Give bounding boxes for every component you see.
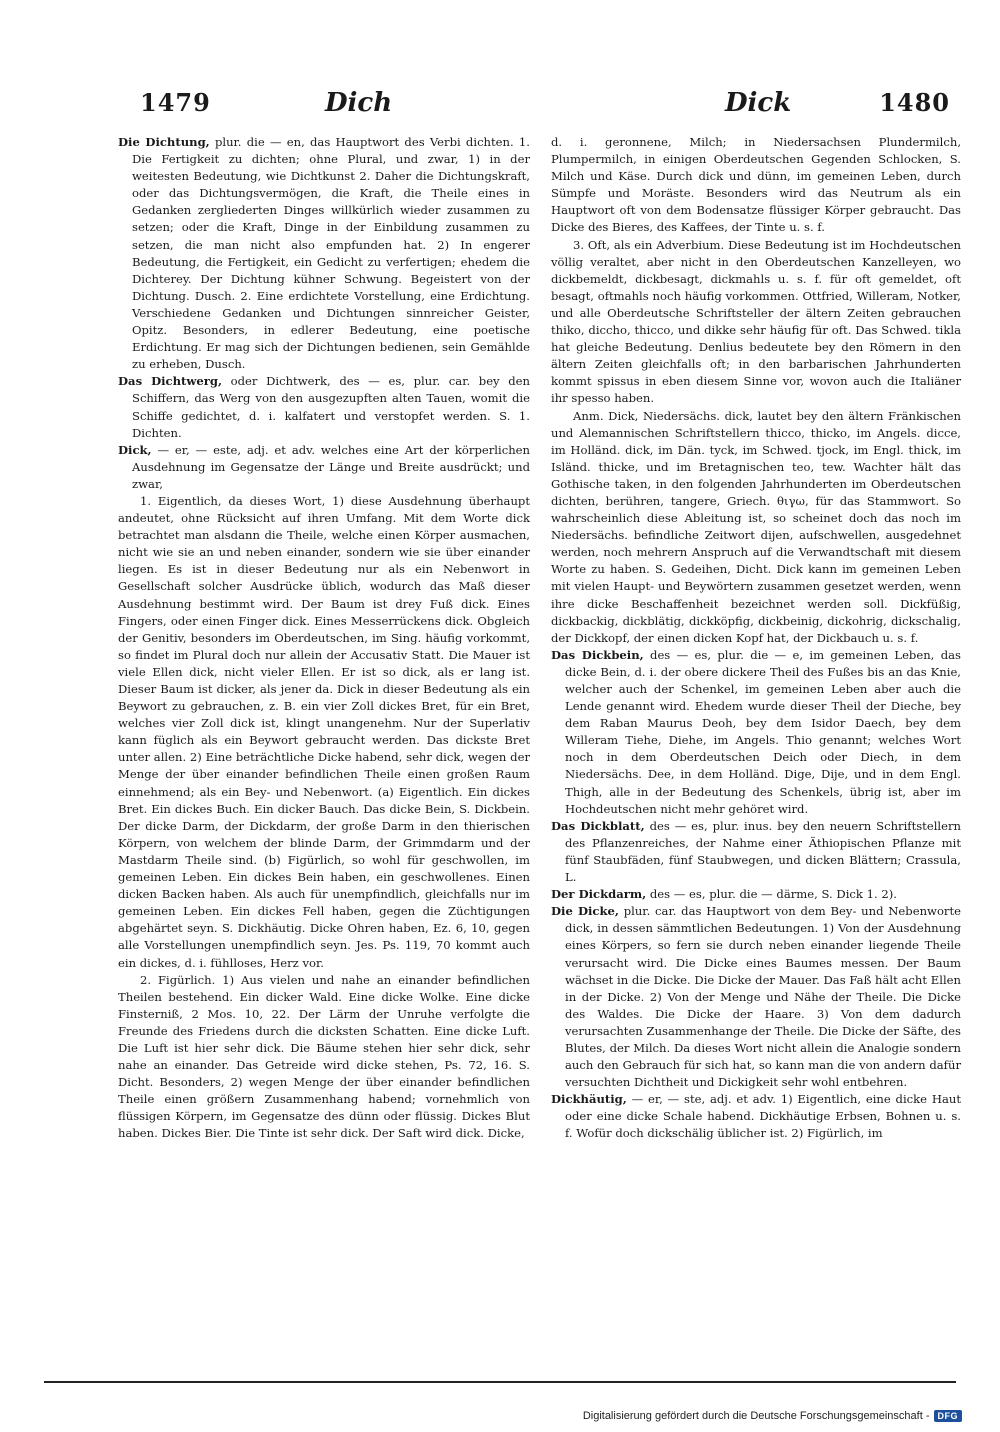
entry-text: — er, — este, adj. et adv. welches eine Art der körperlichen Ausdehnung im Gegensatze der Länge und Breite ausdrückt; und zwar, [132,442,530,491]
entry-lemma: Das Dickblatt, [551,818,645,833]
right-column [551,134,961,1143]
dictionary-entry [551,1091,961,1142]
dictionary-entry [118,134,530,373]
entry-lemma: Die Dichtung, [118,135,210,149]
entry-text: plur. car. das Hauptwort von dem Bey- und Nebenworte dick, in dessen sämmtlichen Bedeutungen. 1) Von der Ausdehnung eines Körpers, so fern sie durch neben einander liegende Theile verursacht wird. Die Dicke eines Baumes messen. Der Baum wächset in die Dicke. Die Dicke der Mauer. Das Faß hält acht Ellen in der Dicke. 2) Von der Menge und Nähe der Theile. Die Dicke des Waldes. Die Dicke der Haare. 3) Von dem dadurch verursachten Zusammenhange der Theile. Die Dicke der Säfte, des Blutes, der Milch. Da dieses Wort nicht allein die Analogie sondern auch den Gebrauch für sich hat, so kann man die von andern dafür versuchten Dichtheit und Dickigkeit sehr wohl entbehren. [565,904,961,1090]
entry-text: plur. die — en, das Hauptwort des Verbi dichten. 1. Die Fertigkeit zu dichten; ohne Plural, und zwar, 1) in der weitesten Bedeutung, wie Dichtkunst 2. Daher die Dichtungskraft, oder das Dichtungsvermögen, die Kraft, die Theile eines in Gedanken zergliederten Dinges willkürlich wieder zusammen zu setzen; oder die Kraft, Dinge in der Einbildung zusammen zu setzen, die man nicht also empfunden hat. 2) In engerer Bedeutung, die Fertigkeit, ein Gedicht zu verfertigen; ehedem die Dichterey. Der Dichtung kühner Schwung. Begeistert von der Dichtung. Dusch. 2. Eine erdichtete Vorstellung, eine Erdichtung. Verschiedene Gedanken und Dichtungen sinnreicher Geister, Opitz. Besonders, in edlerer Bedeutung, eine poetische Erdichtung. Er mag sich der Dichtungen bedienen, sein Gemählde zu erheben, Dusch. [132,135,530,372]
left-page-number: 1479 [140,88,211,117]
left-running-headword: Dich [325,88,393,118]
entry-continuation: d. i. geronnene, Milch; in Niedersachsen Plundermilch, Plumpermilch, in einigen Oberdeutschen Gegenden Schlocken, S. Milch und Käse. Durch dick und dünn, im gemeinen Leben, durch Sümpfe und Moräste. Besonders wird das Neutrum als ein Hauptwort oft von dem Bodensatze flüssiger Körper gebraucht. Das Dicke des Bieres, des Kaffees, der Tinte u. s. f. [551,135,961,235]
entry-annotation: Anm. Dick, Niedersächs. dick, lautet bey den ältern Fränkischen und Alemannischen Schriftstellern thicco, thicko, im Angels. dicce, im Holländ. dick, im Dän. tyck, im Schwed. tjock, im Engl. thick, im Isländ. thicke, und im Bretagnischen teo, tew. Wachter hält das Gothische taken, in den folgenden Jahrhunderten im Oberdeutschen dichten, berühren, tangere, Griech. θιγω, für das Stammwort. So wahrscheinlich diese Ableitung ist, so scheinet doch das noch im Niedersächs. befindliche Zeitwort dijen, aufschwellen, ausgedehnet werden, noch mehrern Anspruch auf die Verwandtschaft mit diesem Worte zu haben. S. Gedeihen, Dicht. Dick kann im gemeinen Leben mit vielen Haupt- und Beywörtern zusammen gesetzet werden, wenn ihre dicke Beschaffenheit bezeichnet werden soll. Dickfüßig, dickbackig, dickblätig, dickköpfig, dickbeinig, dickohrig, dickschalig, der Dickkopf, der einen dicken Kopf hat, der Dickbauch u. s. f. [551,408,961,645]
entry-lemma: Das Dichtwerg, [118,374,222,389]
right-running-headword: Dick [725,88,792,118]
entry-lemma: Dick, [118,442,152,457]
entry-subsection: 3. Oft, als ein Adverbium. Diese Bedeutung ist im Hochdeutschen völlig veraltet, aber nicht in den Oberdeutschen Kanzelleyen, wo dickbemeldt, dickbesagt, dickmahls u. s. f. für oft gemeldet, oft besagt, oftmahls noch häufig vorkommen. Ottfried, Willeram, Notker, und alle Oberdeutsche Schriftsteller der ältern Zeiten gebrauchen thiko, diccho, thicco, und dikke sehr häufig für oft. Das Schwed. tikla hat gleiche Bedeutung. Denlius bedeutete bey den Römern in den ältern Zeiten gleichfalls oft; in den barbarischen Jahrhunderten kommt spissus in eben diesem Sinne vor, wovon auch die Italiäner ihr spesso haben. [551,237,961,406]
entry-text: oder Dichtwerk, des — es, plur. car. bey den Schiffern, das Werg von den ausgezupften alten Tauen, womit die Schiffe gedichtet, d. i. kalfatert und verstopfet werden. S. 1. Dichten. [132,374,530,440]
footer-rule [44,1381,956,1383]
right-page-number: 1480 [879,88,950,117]
entry-lemma: Dickhäutig, [551,1092,627,1107]
dictionary-entry [551,886,961,903]
footer [583,1410,962,1422]
entry-lemma: Der Dickdarm, [551,887,647,902]
dictionary-entry [118,373,530,441]
entry-lemma: Das Dickbein, [551,647,644,662]
dictionary-entry [551,647,961,818]
entry-subsection: 1. Eigentlich, da dieses Wort, 1) diese Ausdehnung überhaupt andeutet, ohne Rücksicht auf ihren Umfang. Mit dem Worte dick betrachtet man alsdann die Theile, welche einen Körper ausmachen, nicht wie sie an und neben einander, sondern wie sie über einander liegen. Es ist in dieser Bedeutung nur als ein Nebenwort in Gesellschaft solcher Ausdrücke üblich, wodurch das Maß dieser Ausdehnung bestimmt wird. Der Baum ist drey Fuß dick. Eines Fingers, oder einen Finger dick. Eines Messerrückens dick. Obgleich der Genitiv, besonders im Oberdeutschen, im Sing. häufig vorkommt, so findet im Plural doch nur allein der Accusativ Statt. Die Mauer ist viele Ellen dick, nicht vieler Ellen. Er ist so dick, als er lang ist. Dieser Baum ist dicker, als jener da. Dick in dieser Bedeutung als ein Beywort zu gebrauchen, z. B. ein vier Zoll dickes Bret, für ein Bret, welches vier Zoll dick ist, klingt unangenehm. Nur der Superlativ kann füglich als ein Beywort gebraucht werden. Das dickste Bret unter allen. 2) Eine beträchtliche Dicke habend, sehr dick, wegen der Menge der über einander befindlichen Theile einen großen Raum einnehmend; als ein Bey- und Nebenwort. (a) Eigentlich. Ein dickes Bret. Ein dickes Buch. Ein dicker Bauch. Das dicke Bein, S. Dickbein. Der dicke Darm, der Dickdarm, der große Darm in den thierischen Körpern, von welchem der blinde Darm, der Grimmdarm und der Mastdarm Theile sind. (b) Figürlich, so wohl für geschwollen, im gemeinen Leben. Ein dickes Bein haben, ein geschwollenes. Einen dicken Backen haben. Als auch für unempfindlich, gleichfalls nur im gemeinen Leben. Ein dickes Fell haben, gegen die Züchtigungen abgehärtet seyn. S. Dickhäutig. Dicke Ohren haben, Ez. 6, 10, gegen alle Vorstellungen unempfindlich seyn. Jes. Ps. 119, 70 kommt auch ein dickes, d. i. fühlloses, Herz vor. [118,493,530,970]
dfg-logo: DFG [934,1410,963,1422]
left-column [118,134,530,1143]
dictionary-entry [551,903,961,1091]
dictionary-entry [118,442,530,493]
entry-text: des — es, plur. die — därme, S. Dick 1. 2). [646,887,897,902]
entry-text: des — es, plur. inus. bey den neuern Schriftstellern des Pflanzenreiches, der Nahme einer Äthiopischen Pflanze mit fünf Staubfäden, fünf Staubwegen, und dicken Blättern; Crassula, L. [565,818,961,885]
entry-text: des — es, plur. die — e, im gemeinen Leben, das dicke Bein, d. i. der obere dickere Theil des Fußes bis an das Knie, welcher auch der Schenkel, im gemeinen Leben aber auch die Lende genannt wird. Ehedem wurde dieser Theil der Dieche, bey dem Raban Maurus Deoh, bey dem Isidor Daech, bey dem Willeram Tiehe, Diehe, im Angels. Thio genannt; welches Wort noch in dem Oberdeutschen Deich oder Diech, in dem Niedersächs. Dee, in dem Holländ. Dige, Dije, und in dem Engl. Thigh, alle in der Bedeutung des Schenkels, übrig ist, aber im Hochdeutschen nicht mehr gehöret wird. [565,647,961,816]
dictionary-entry [551,818,961,886]
entry-lemma: Die Dicke, [551,904,619,919]
entry-subsection: 2. Figürlich. 1) Aus vielen und nahe an einander befindlichen Theilen bestehend. Ein dicker Wald. Eine dicke Wolke. Eine dicke Finsterniß, 2 Mos. 10, 22. Der Lärm der Unruhe verfolgte die Freunde des Friedens durch die dicksten Schatten. Eine dicke Luft. Die Luft ist hier sehr dick. Die Bäume stehen hier sehr dick, sehr nahe an einander. Das Getreide wird dicke stehen, Ps. 72, 16. S. Dicht. Besonders, 2) wegen Menge der über einander befindlichen Theile einen größern Zusammenhang habend; vornehmlich von flüssigen Körpern, im Gegensatze des dünn oder flüssig. Dickes Blut haben. Dickes Bier. Die Tinte ist sehr dick. Der Saft wird dick. Dicke, [118,972,530,1141]
funding-note: Digitalisierung gefördert durch die Deutsche Forschungsgemeinschaft - [582,1410,930,1422]
page-header [140,88,950,128]
entry-text: — er, — ste, adj. et adv. 1) Eigentlich, eine dicke Haut oder eine dicke Schale habend. Dickhäutige Erbsen, Bohnen u. s. f. Wofür doch dickschälig üblicher ist. 2) Figürlich, im [565,1092,961,1141]
